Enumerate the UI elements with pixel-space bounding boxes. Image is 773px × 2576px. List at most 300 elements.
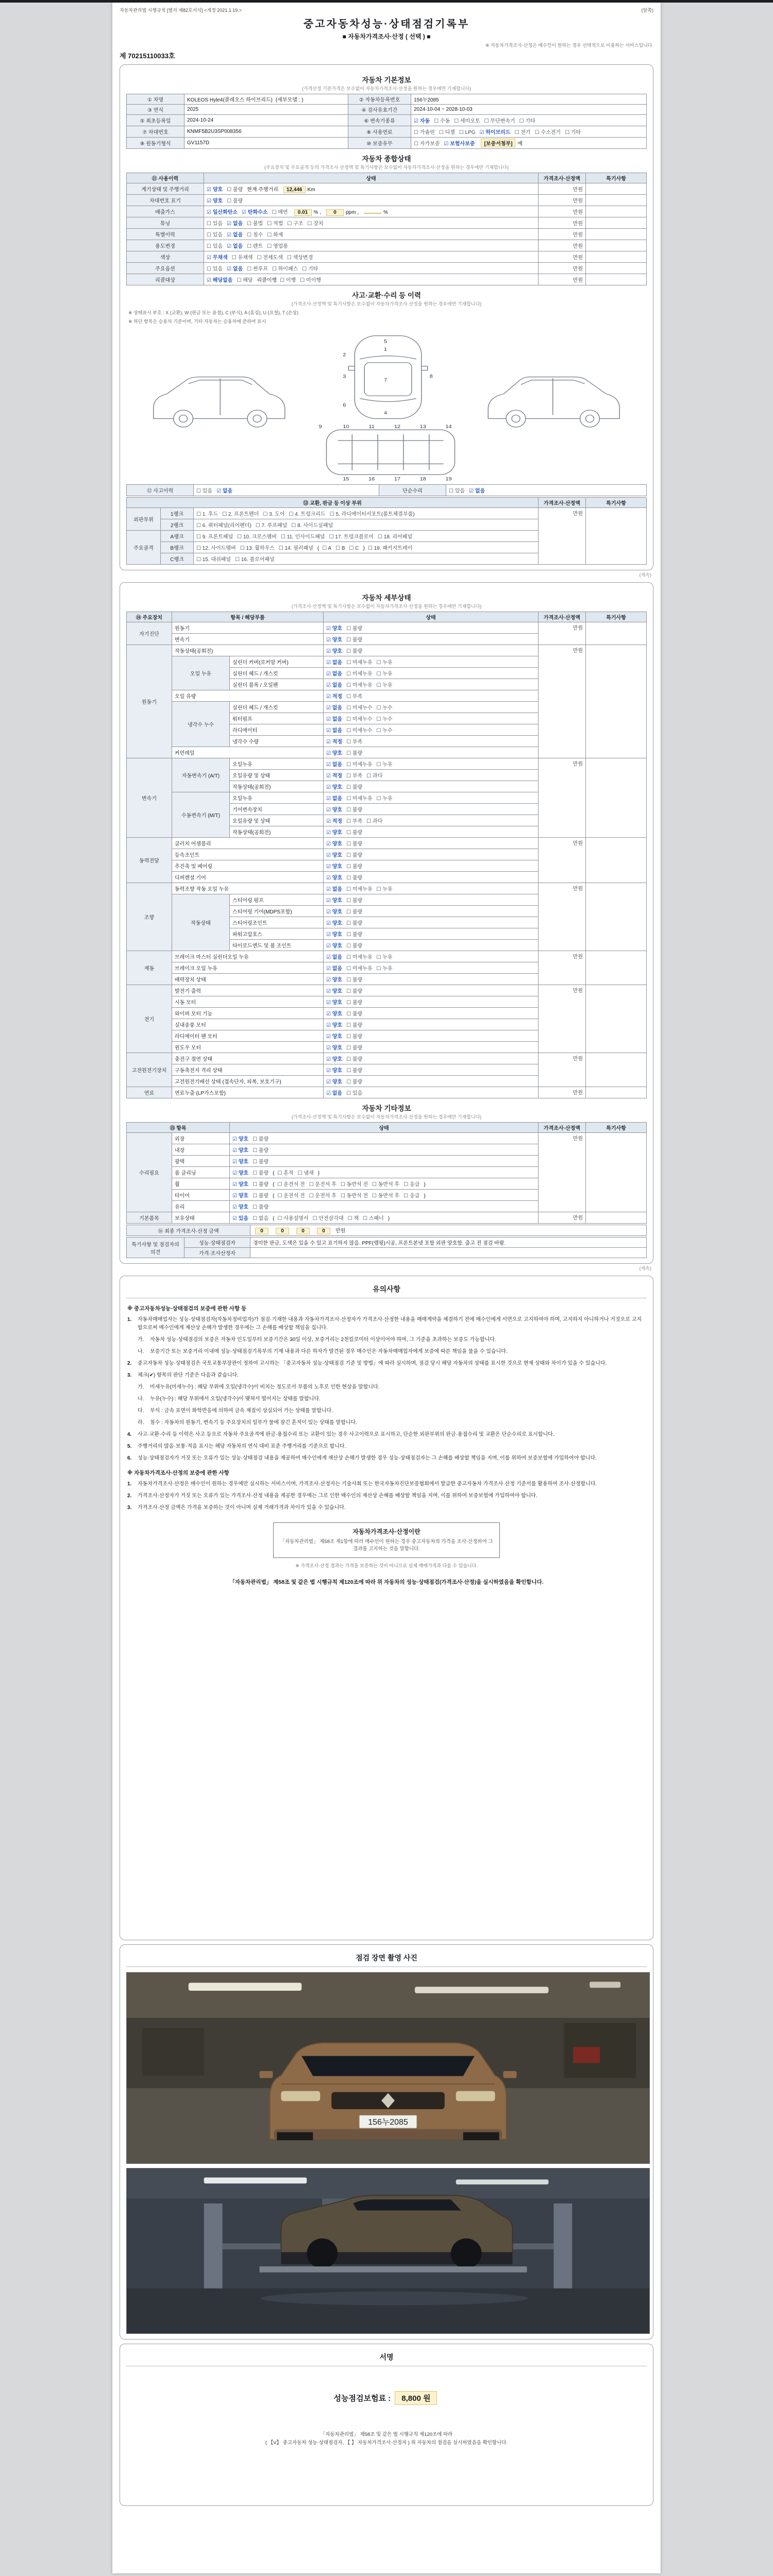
price-cell: 만원 [539,951,586,985]
checkbox-option[interactable]: ☐ 미세누유 [346,762,373,768]
checkbox-option[interactable]: ☐ 미이행 [300,278,321,283]
item-label: 원동기 [172,622,324,634]
diagram-part-number: 6 [343,402,346,408]
text-label: 2025 [187,107,199,112]
checkbox-option[interactable]: ☐ 미세누유 [346,660,373,666]
checkbox-option[interactable]: ☑ 양호 [326,1000,343,1006]
checkbox-option[interactable]: ☐ 냄새 [297,1171,314,1176]
checkbox-option[interactable]: ☐ 잭 [347,1216,359,1222]
checkbox-option[interactable]: ☑ 없음 [326,717,343,722]
checkbox-option[interactable]: ☑ 양호 [326,909,343,915]
state-cell [194,519,539,531]
checkbox-option[interactable]: ☐ 미세누유 [346,796,373,802]
row-label: ③ 연식 [127,105,184,115]
text-label: ) [317,1171,320,1176]
checkbox-option[interactable]: ☐ 18. 리어패널 [377,534,413,540]
row-label: 단순수리 [379,485,446,496]
checkbox-option[interactable]: ☐ 불량 [346,932,363,938]
checkbox-option[interactable]: ☐ 불량 [346,1011,363,1017]
table-row [127,758,647,770]
checkbox-option[interactable]: ☑ 양호 [326,637,343,643]
state-cell [324,849,539,860]
checkbox-option[interactable]: ☐ 불량 [346,921,363,926]
row-label: 용도변경 [127,240,204,251]
checkbox-option[interactable]: ☑ 없음 [326,796,343,802]
checkbox-option[interactable]: ☐ 없음 [253,1216,269,1222]
checkbox-option[interactable]: ☐ 불량 [346,637,363,643]
checkbox-option[interactable]: ☐ 불량 [346,853,363,858]
checkbox-option[interactable]: ☑ 양호 [326,932,343,938]
checkbox-option[interactable]: ☑ 양호 [207,187,223,193]
state-cell [204,251,539,263]
checkbox-option[interactable]: ☑ 없음 [216,488,233,494]
checkbox-option[interactable]: ☑ 양호 [326,943,343,949]
checkbox-option[interactable]: ☐ 누유 [376,887,393,892]
checkbox-option[interactable]: ☑ 탄화수소 [242,210,268,215]
checkbox-option[interactable]: ☐ 있음 [196,488,213,494]
checkbox-option[interactable]: ☐ 수소전기 [534,130,561,135]
checkbox-option[interactable]: ☐ 불량 [346,785,363,790]
checkbox-option[interactable]: ☐ 부족 [346,773,363,779]
price-cell: 만원 [539,240,586,251]
checkbox-option[interactable]: ☐ 미세누수 [346,717,373,722]
checkbox-option[interactable]: ☐ 불량 [253,1182,269,1188]
checkbox-option[interactable]: ☑ 없음 [227,221,243,227]
checkbox-option[interactable]: ☐ 불량 [346,898,363,904]
checkbox-option[interactable]: ☐ 있음 [449,488,465,494]
checkbox-option[interactable]: ☐ 운전석 후 [309,1182,337,1188]
checkbox-option[interactable]: ☑ 양호 [326,751,343,756]
checkbox-option[interactable]: ☐ 누수 [376,728,393,734]
checkbox-option[interactable]: ☑ 양호 [326,853,343,858]
checkbox-option[interactable]: ☐ 16. 플로어패널 [235,557,275,563]
state-cell [324,804,539,815]
checkbox-option[interactable]: ☑ 없음 [326,966,343,972]
inspection-photo-front [126,1972,650,2164]
checkbox-option[interactable]: ☑ 없음 [326,1091,343,1096]
checkbox-option[interactable]: ☑ 양호 [232,1148,249,1154]
item-label: 디퍼렌셜 기어 [172,872,324,883]
checkbox-option[interactable]: ☐ 불량 [346,626,363,632]
checkbox-option[interactable]: ☐ 누수 [376,705,393,711]
checkbox-option[interactable]: ☐ 미세누유 [346,966,373,972]
checkbox-option[interactable]: ☑ 양호 [326,785,343,790]
checkbox-option[interactable]: ☑ 보험사보증 [444,141,475,147]
checkbox-option[interactable]: ☑ 있음 [232,1216,249,1222]
appraiser-opinion-text [250,1248,647,1258]
table-header-row [127,612,647,622]
price-digit: 0 [296,1228,310,1234]
checkbox-option[interactable]: ☐ 있음 [207,232,223,238]
checkbox-option[interactable]: ☐ 구조 [287,221,304,227]
checkbox-option[interactable]: ☐ 불량 [346,841,363,847]
checkbox-option[interactable]: ☐ 적법 [267,221,283,227]
checkbox-option[interactable]: ☐ 스패너 [363,1216,384,1222]
checkbox-option[interactable]: ☐ 1. 후드 [196,512,219,517]
text-label: (세부모델 : ) [275,97,304,103]
item-label: 등속조인트 [172,849,324,860]
checkbox-option[interactable]: ☑ 양호 [326,1057,343,1062]
checkbox-option[interactable]: ☐ 19. 패키지트레이 [367,546,413,551]
checkbox-option[interactable]: ☐ 있음 [207,221,223,227]
checkbox-option[interactable]: ☐ 불량 [253,1159,269,1165]
checkbox-option[interactable]: ☑ 양호 [232,1205,249,1210]
item-label: 냉각수 수량 [230,736,324,747]
checkbox-option[interactable]: ☐ 불량 [253,1193,269,1199]
checkbox-option[interactable]: ☑ 양호 [232,1159,249,1165]
checkbox-option[interactable]: ☐ 해당 [237,278,253,283]
checkbox-option[interactable]: ☐ 운전석 전 [277,1193,305,1199]
checkbox-option[interactable]: ☑ 양호 [326,1011,343,1017]
checkbox-option[interactable]: ☐ 응급 [404,1193,420,1199]
diagram-part-number: 13 [419,424,426,430]
checkbox-option[interactable]: ☐ 과다 [366,773,383,779]
checkbox-option[interactable]: ☑ 없음 [227,244,243,249]
checkbox-option[interactable]: ☐ 미세누유 [346,887,373,892]
checkbox-option[interactable]: ☐ 불량 [346,864,363,870]
checkbox-option[interactable]: ☑ 양호 [232,1193,249,1199]
item-label: 커먼레일 [172,747,324,758]
checkbox-option[interactable]: ☑ 양호 [326,989,343,994]
state-cell [324,1019,539,1030]
checkbox-option[interactable]: ☑ 없음 [326,660,343,666]
checkbox-option[interactable]: ☑ 양호 [326,830,343,836]
checkbox-option[interactable]: ☑ 없음 [326,762,343,768]
checkbox-option[interactable]: ☐ 미세누수 [346,728,373,734]
state-cell [194,485,379,496]
checkbox-option[interactable]: ☑ 양호 [326,1034,343,1040]
checkbox-option[interactable]: ☐ 불량 [346,807,363,813]
item-label: 실내송풍 모터 [172,1019,324,1030]
row-label: ⑩ 보증유무 [348,138,411,149]
checkbox-option[interactable]: ☐ 수동 [434,118,450,124]
checkbox-option[interactable]: ☐ 13. 휠하우스 [240,546,275,551]
checkbox-option[interactable]: ☐ 동반석 후 [372,1193,400,1199]
value-box: 12,446 [283,187,306,193]
checkbox-option[interactable]: ☑ 양호 [326,875,343,881]
price-cell: 만원 [539,1087,586,1098]
checkbox-option[interactable]: ☐ 과다 [366,819,383,824]
checkbox-option[interactable]: ☐ 동반석 전 [340,1193,368,1199]
checkbox-option[interactable]: ☐ 불량 [346,1045,363,1051]
state-cell [230,1167,539,1178]
checkbox-option[interactable]: ☑ 양호 [326,1068,343,1074]
checkbox-option[interactable]: ☐ A [322,546,332,551]
checkbox-option[interactable]: ☐ 부족 [346,819,363,824]
checkbox-option[interactable]: ☑ 양호 [326,807,343,813]
checkbox-option[interactable]: ☐ 5. 라디에이터서포트(볼트체결부품) [329,512,415,517]
checkbox-option[interactable]: ☑ 양호 [326,1045,343,1051]
checkbox-option[interactable]: ☐ 썬루프 [247,266,268,272]
state-cell [324,668,539,679]
checkbox-option[interactable]: ☐ C [349,546,359,551]
checkbox-option[interactable]: ☑ 없음 [326,887,343,892]
item-label: 동력조향 작동 오일 누유 [172,883,324,894]
checkbox-option[interactable]: ☑ 양호 [232,1171,249,1176]
state-cell [324,713,539,724]
row-label: ⑤ 최초등록일 [127,115,184,126]
item-label: 오일유량 및 상태 [230,815,324,826]
checkbox-option[interactable]: ☐ 영업용 [267,244,288,249]
checkbox-option[interactable]: ☐ 안전삼각대 [312,1216,344,1222]
remark-cell [586,274,647,285]
checkbox-option[interactable]: ☐ 있음 [207,244,223,249]
checkbox-option[interactable]: ☑ 양호 [326,1079,343,1085]
table-row [127,217,647,229]
item-label: 오일유량 및 상태 [230,770,324,781]
checkbox-option[interactable]: ☐ 전기 [514,130,531,135]
checkbox-option[interactable]: ☐ 있음 [207,266,223,272]
checkbox-option[interactable]: ☐ 부족 [346,739,363,745]
item-label: 오일누유 [230,792,324,804]
item-label: 외장 [172,1133,230,1144]
rank-label: A랭크 [161,531,194,542]
item-label: 클러치 어셈블리 [172,838,324,849]
device-label: 기본품목 [127,1212,172,1224]
checkbox-option[interactable]: ☐ 운전석 전 [277,1182,305,1188]
table-row [127,240,647,251]
checkbox-option[interactable]: ☐ 17. 트렁크플로어 [329,534,374,540]
checkbox-option[interactable]: ☑ 양호 [326,921,343,926]
state-cell [194,553,539,565]
notice-item [127,1431,646,1439]
checkbox-option[interactable]: ☐ 불량 [253,1137,269,1142]
checkbox-option[interactable]: ☐ 불량 [346,875,363,881]
checkbox-option[interactable]: ☐ 세미오토 [454,118,480,124]
car-damage-diagram [126,328,650,482]
notice-text: 보증기간 또는 보증거리 이내에 성능·상태점검기록부의 기재 내용과 다른 하자가 발견된 경우 매수인은 자동차매매업자에게 보증에 따른 책임을 물을 수 있습니다. [150,1349,508,1354]
row-label: 차대번호 표기 [127,195,204,206]
section-box-detail [120,582,653,1264]
checkbox-option[interactable]: ☐ 불량 [227,187,243,193]
checkbox-option[interactable]: ☐ 이행 [280,278,296,283]
sub-label: 냉각수 누수 [172,702,230,747]
checkbox-option[interactable]: ☐ 무단변속기 [484,118,515,124]
price-cell: 만원 [539,838,586,883]
checkbox-option[interactable]: ☐ 불량 [346,989,363,994]
signature-confirm-line2: ( 【V】 중고자동차 성능·상태점검자, 【 】 자동차가격조사·산정자 ) 위 자동차의 점검을 실시하였음을 확인합니다. [265,2440,508,2446]
checkbox-option[interactable]: ☐ 동반석 전 [340,1182,368,1188]
checkbox-option[interactable]: ☑ 적정 [326,773,343,779]
notice-text: 자동차 성능·상태점검의 보증은 자동차 인도일부터 보증기간은 30일 이상, 보증거리는 2천킬로미터 이상이어야 하며, 그 기준을 초과하는 보증도 가능합니다. [150,1337,496,1343]
checkbox-option[interactable]: ☐ 흔적 [277,1171,294,1176]
checkbox-option[interactable]: ☑ 양호 [326,1023,343,1028]
notice-text: 누유(누수) : 해당 부위에서 오일(냉각수)이 맺혀서 떨어지는 상태를 말합니다. [150,1396,321,1402]
checkbox-option[interactable]: ☐ 누유 [376,796,393,802]
checkbox-option[interactable]: ☐ 14. 필러패널 [278,546,313,551]
checkbox-option[interactable]: ☐ 3. 도어 [263,512,285,517]
checkbox-option[interactable]: ☑ 양호 [326,977,343,983]
checkbox-option[interactable]: ☑ 없음 [469,488,485,494]
diagram-part-number: 3 [343,374,346,380]
checkbox-option[interactable]: ☑ 하이브리드 [479,130,511,135]
checkbox-option[interactable]: ☑ 양호 [232,1137,249,1142]
checkbox-option[interactable]: ☑ 없음 [326,955,343,960]
checkbox-option[interactable]: ☐ 침수 [247,232,263,238]
checkbox-option[interactable]: ☐ 누수 [376,717,393,722]
state-cell [324,1030,539,1042]
checkbox-option[interactable]: ☐ 불량 [346,1057,363,1062]
notice-section2-title: ※ 자동차가격조사·산정의 보증에 관한 사항 [127,1470,229,1476]
checkbox-option[interactable]: ☐ B [335,546,345,551]
checkbox-option[interactable]: ☐ 불량 [346,977,363,983]
checkbox-option[interactable]: ☐ 있음 [346,1091,363,1096]
sub-label: 작동상태 [172,894,230,951]
panel-rank-table [126,497,647,565]
notice-text: 체크(✔) 항목의 판단 기준은 다음과 같습니다. [138,1372,239,1378]
text-label: % , [313,210,321,215]
checkbox-option[interactable]: ☐ 불량 [346,1079,363,1085]
checkbox-option[interactable]: ☐ 유채색 [231,255,253,261]
checkbox-option[interactable]: ☐ 미세누유 [346,671,373,677]
item-label: 구동축전지 격리 상태 [172,1064,324,1076]
checkbox-option[interactable]: ☑ 없음 [227,232,243,238]
checkbox-option[interactable]: ☐ 불량 [227,198,243,204]
checkbox-option[interactable]: ☐ 매연 [272,210,288,215]
table-row [127,951,647,962]
checkbox-option[interactable]: ☐ 불량 [253,1205,269,1210]
checkbox-option[interactable]: ☑ 적정 [326,739,343,745]
state-cell [204,217,539,229]
checkbox-option[interactable]: ☐ 기타 [519,118,535,124]
definition-box-text: 「자동차관리법」 제58조 제1항에 따라 매수인이 원하는 경우 중고자동차의 가격을 조사·산정하여 그 결과를 고지하는 것을 말합니다. [280,1539,493,1552]
checkbox-option[interactable]: ☐ 응급 [404,1182,420,1188]
checkbox-option[interactable]: ☐ 화재 [267,232,283,238]
item-label: 변속기 [172,634,324,645]
checkbox-option[interactable]: ☑ 양호 [326,841,343,847]
checkbox-option[interactable]: ☐ 가솔린 [414,130,435,135]
checkbox-option[interactable]: ☐ 디젤 [439,130,455,135]
state-cell [194,508,539,519]
damage-code-legend: ※ 상태표시 부호 : X (교환), W (판금 또는 용접), C (부식), A (흠집), U (요철), T (손상) [128,310,298,315]
checkbox-option[interactable]: ☑ 없음 [326,705,343,711]
table-row [127,1133,647,1144]
checkbox-option[interactable]: ☐ 4. 트렁크리드 [289,512,326,517]
device-label: 연료 [127,1087,172,1098]
checkbox-option[interactable]: ☐ 렌트 [247,244,263,249]
checkbox-option[interactable]: ☐ 부족 [346,694,363,700]
item-label: 고전원전기배선 상태 (접속단자, 피복, 보호기구) [172,1076,324,1087]
checkbox-option[interactable]: ☑ 없음 [326,671,343,677]
checkbox-option[interactable]: ☐ 불량 [253,1148,269,1154]
item-label: 스티어링조인트 [230,917,324,928]
checkbox-option[interactable]: ☐ 7. 루프패널 [255,523,288,529]
checkbox-option[interactable]: ☑ 적정 [326,694,343,700]
checkbox-option[interactable]: ☐ 불량 [346,909,363,915]
checkbox-option[interactable]: ☐ 불량 [346,943,363,949]
checkbox-option[interactable]: ☐ 누유 [376,966,393,972]
remark-cell [586,217,647,229]
state-cell [204,274,539,285]
checkbox-option[interactable]: ☑ 일산화탄소 [207,210,238,215]
checkbox-option[interactable]: ☐ 10. 크로스멤버 [237,534,277,540]
state-cell [230,1178,539,1190]
device-label: 자기진단 [127,622,172,645]
item-label: 추진축 및 베어링 [172,860,324,872]
document-number: 제 70215110033호 [120,52,175,60]
checkbox-option[interactable]: ☑ 양호 [207,198,223,204]
price-cell: 만원 [539,217,586,229]
item-label: 실린더 헤드 / 개스킷 [230,702,324,713]
state-cell [230,1190,539,1201]
checkbox-option[interactable]: ☐ 자가보증 [414,141,440,147]
checkbox-option[interactable]: ☐ 사용설명서 [277,1216,309,1222]
item-label: 작동상태(공회전) [230,781,324,792]
checkbox-option[interactable]: ☐ 기타 [565,130,581,135]
checkbox-option[interactable]: ☐ 12. 사이드멤버 [196,546,236,551]
checkbox-option[interactable]: ☐ 누유 [376,955,393,960]
checkbox-option[interactable]: ☐ 불량 [346,1000,363,1006]
checkbox-option[interactable]: ☐ 기타 [302,266,318,272]
checkbox-option[interactable]: ☐ 미세누유 [346,683,373,688]
checkbox-option[interactable]: ☐ 누유 [376,683,393,688]
checkbox-option[interactable]: ☐ 불량 [346,1034,363,1040]
checkbox-option[interactable]: ☑ 양호 [326,898,343,904]
checkbox-option[interactable]: ☐ 누유 [376,762,393,768]
checkbox-option[interactable]: ☐ 불량 [346,649,363,654]
checkbox-option[interactable]: ☐ 6. 쿼터패널(리어펜더) [196,523,251,529]
checkbox-option[interactable]: ☑ 양호 [326,649,343,654]
checkbox-option[interactable]: ☑ 해당없음 [207,278,233,283]
column-header: 특기사항 [586,498,647,508]
row-label: 배출가스 [127,206,204,217]
checkbox-option[interactable]: ☐ 11. 인사이드패널 [280,534,325,540]
checkbox-option[interactable]: ☐ 15. 대쉬패널 [196,557,231,563]
checkbox-option[interactable]: ☑ 양호 [326,864,343,870]
checkbox-option[interactable]: ☑ 없음 [326,728,343,734]
checkbox-option[interactable]: ☐ 운전석 후 [309,1193,337,1199]
checkbox-option[interactable]: ☐ 누유 [376,660,393,666]
item-label: 워터펌프 [230,713,324,724]
checkbox-option[interactable]: ☐ 불량 [346,1023,363,1028]
checkbox-option[interactable]: ☐ 불량 [346,751,363,756]
checkbox-option[interactable]: ☐ 장치 [307,221,324,227]
notice-text: 가격조사·산정자가 거짓 또는 오류가 있는 가격조사·산정 내용을 제공한 경우에는 그로 인한 매수인의 재산상 손해를 배상할 책임을 지며, 이를 위하여 보증보험에 가입하여야 합니다. [138,1493,537,1499]
notice-number: 3. [127,1505,132,1511]
checkbox-option[interactable]: ☐ 8. 사이드실패널 [291,523,333,529]
checkbox-option[interactable]: ☐ 불법 [247,221,263,227]
checkbox-option[interactable]: ☐ 불량 [346,830,363,836]
checkbox-option[interactable]: ☐ 미세누수 [346,705,373,711]
checkbox-option[interactable]: ☐ 누유 [376,671,393,677]
checkbox-option[interactable]: ☐ 색상변경 [287,255,313,261]
checkbox-option[interactable]: ☐ 9. 프론트패널 [196,534,233,540]
checkbox-option[interactable]: ☑ 무채색 [207,255,228,261]
checkbox-option[interactable]: ☐ LPG [459,130,476,135]
row-value [184,94,348,105]
checkbox-option[interactable]: ☐ 전체도색 [257,255,283,261]
checkbox-option[interactable]: ☑ 없음 [227,266,243,272]
checkbox-option[interactable]: ☑ 적정 [326,819,343,824]
state-cell [324,894,539,906]
column-header: 특기사항 [586,1123,647,1133]
checkbox-option[interactable]: ☐ 동반석 후 [372,1182,400,1188]
row-label: 주요옵션 [127,263,204,274]
checkbox-option[interactable]: ☐ 미세누유 [346,955,373,960]
checkbox-option[interactable]: ☑ 없음 [326,683,343,688]
checkbox-option[interactable]: ☑ 양호 [326,626,343,632]
checkbox-option[interactable]: ☑ 양호 [232,1182,249,1188]
checkbox-option[interactable]: ☐ 불량 [253,1171,269,1176]
notice-number: 5. [127,1444,132,1449]
checkbox-option[interactable]: ☑ 자동 [414,118,430,124]
row-label: ⑧ 사용연료 [348,126,411,138]
state-cell [324,1064,539,1076]
checkbox-option[interactable]: ☐ 2. 프론트펜더 [222,512,259,517]
checkbox-option[interactable]: ☐ 하이패스 [272,266,298,272]
item-label: 브레이크 오일 누유 [172,962,324,974]
checkbox-option[interactable]: ☐ 불량 [346,1068,363,1074]
